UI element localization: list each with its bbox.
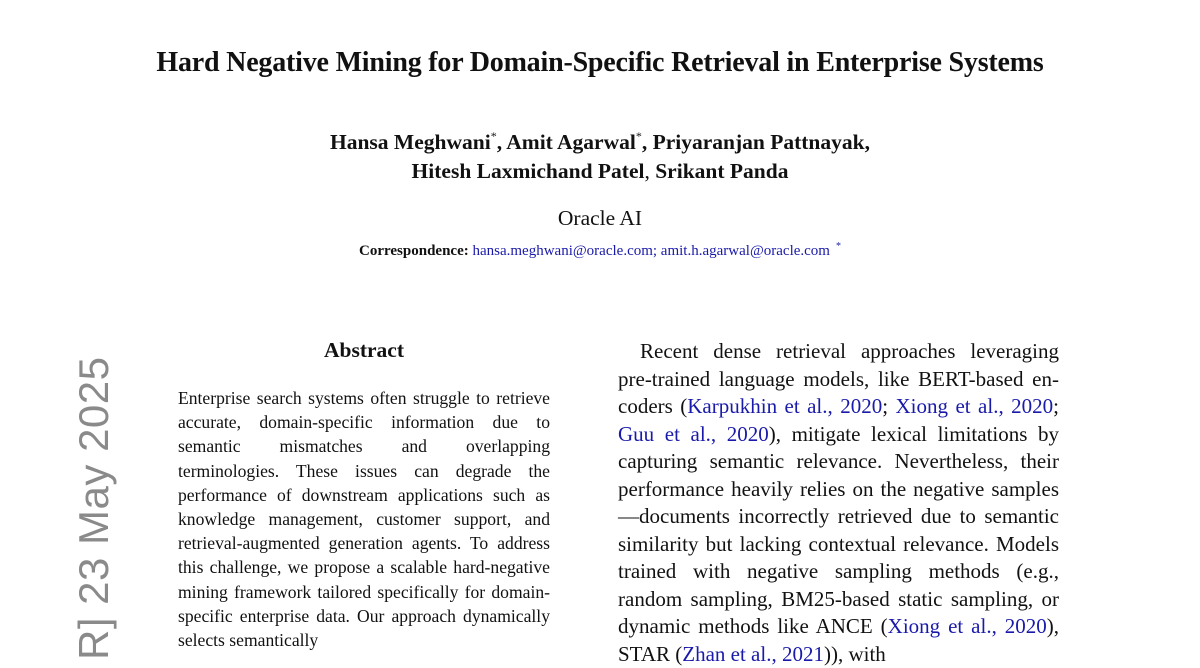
affiliation: Oracle AI: [557, 206, 643, 230]
author-name: Hitesh Laxmichand Patel: [411, 159, 645, 183]
correspondence: [0, 241, 1200, 260]
author-name: Priyaranjan Pattnayak: [652, 130, 865, 154]
intro-text: Recent dense retrieval approaches leveraging pre-trained language models, like BERT-based encoders (: [618, 339, 1059, 418]
intro-text: ), mitigate lexical limitations by capturing semantic relevance. Nevertheless, their performance heavily relies on the negative samples—documents incorrectly retrieved due to semantic similarity but lacking contextual relevance. Models trained with negative sampling methods (e.g., random sampling, BM25-based static sampling, or dynamic methods like ANCE (: [618, 421, 1059, 638]
introduction-paragraph: [618, 338, 1059, 668]
abstract-text: Enterprise search systems often struggle to retrieve accurate, domain-specific information due to semantic mismatches and overlapping terminologies. These issues can degrade the performance of downstream applications such as knowledge management, customer support, and retrieval-augmented generation agents. To address this challenge, we propose a scalable hard-negative mining framework tailored specifically for domain-specific enterprise data. Our approach dynamically selects semantically: [178, 388, 550, 651]
author-name: Hansa Meghwani: [330, 130, 491, 154]
citation-link[interactable]: Zhan et al., 2021: [682, 641, 824, 666]
correspondence-label: Correspondence:: [359, 243, 469, 259]
author-line-2: Hitesh Laxmichand Patel, Srikant Panda: [411, 159, 789, 183]
equal-contribution-mark: *: [490, 129, 497, 143]
citation-link[interactable]: Xiong et al., 2020: [895, 394, 1054, 418]
correspondence-email-link[interactable]: hansa.meghwani@oracle.com; amit.h.agarwal@oracle.com: [472, 243, 830, 259]
citation-link[interactable]: Karpukhin et al., 2020: [687, 394, 883, 418]
intro-text: ), STAR (: [618, 614, 1060, 666]
author-list: [0, 122, 1200, 186]
author-name: Amit Agarwal: [506, 130, 636, 154]
intro-text: )), with: [823, 641, 886, 666]
intro-text: ;: [882, 394, 896, 418]
author-line-1: Hansa Meghwani*, Amit Agarwal*, Priyaranjan Pattnayak,: [330, 129, 870, 154]
footnote-mark[interactable]: *: [835, 241, 841, 252]
paper-title: Hard Negative Mining for Domain-Specific Retrieval in Enterprise Systems: [156, 47, 1044, 78]
abstract-heading: Abstract: [323, 338, 404, 362]
arxiv-stamp: R] 23 May 2025: [70, 356, 117, 660]
equal-contribution-mark: *: [635, 129, 642, 143]
citation-link[interactable]: Xiong et al., 2020: [887, 614, 1047, 638]
author-name: Srikant Panda: [655, 159, 789, 183]
citation-link[interactable]: Guu et al., 2020: [618, 421, 769, 446]
intro-text: ;: [1053, 394, 1059, 418]
